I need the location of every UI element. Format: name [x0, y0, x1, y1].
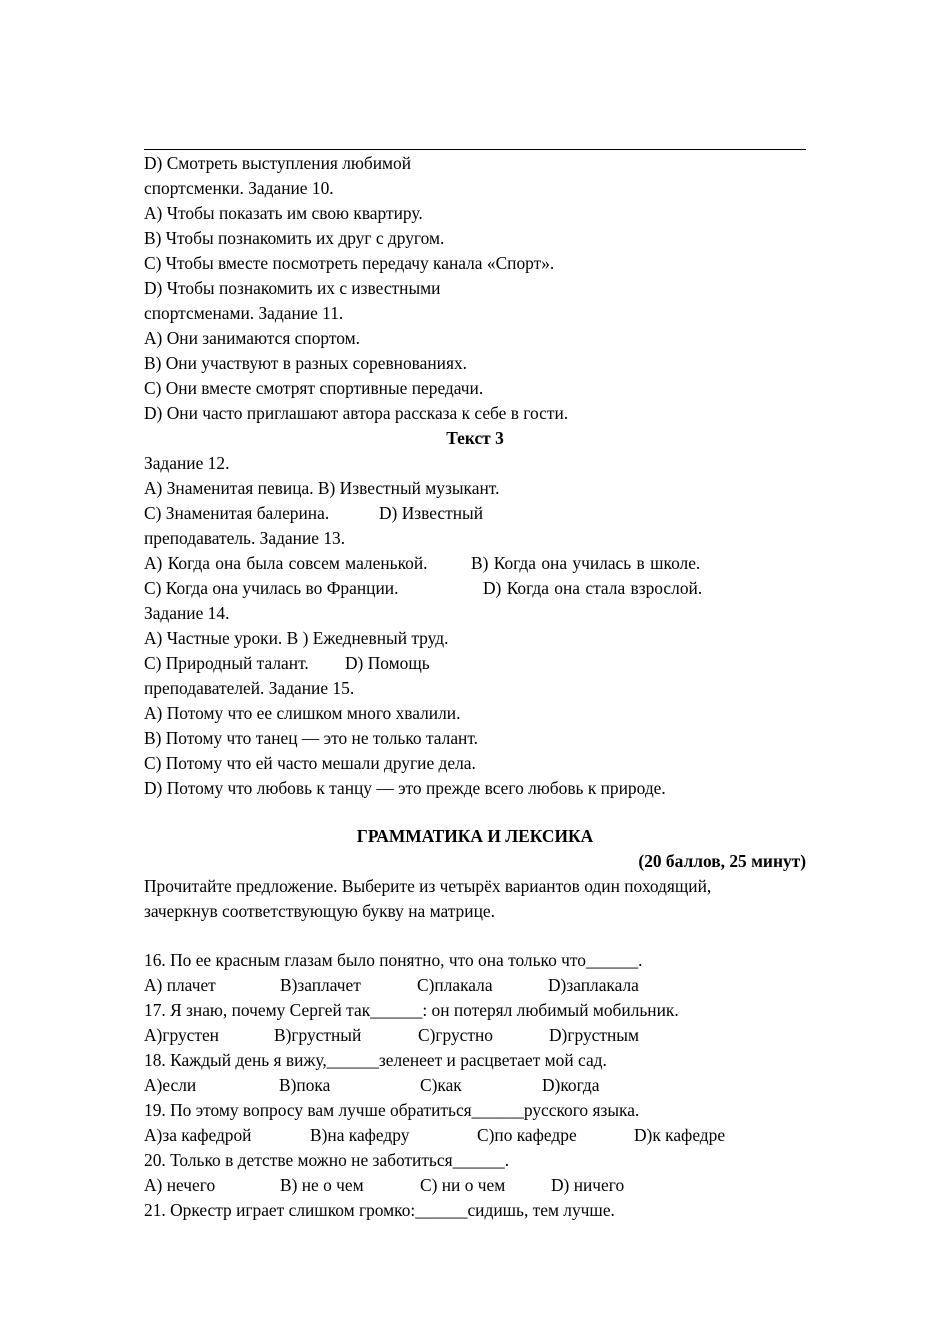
answer-option: B)заплачет [280, 975, 361, 995]
answer-option: C)грустно [418, 1025, 494, 1045]
answer-option: B) Когда она училась в школе. [471, 553, 701, 573]
answer-option: B)пока [279, 1075, 331, 1095]
answer-option: D)когда [542, 1075, 600, 1095]
points-label: (20 баллов, 25 минут) [638, 851, 806, 871]
answer-line: A) Частные уроки. B ) Ежедневный труд. [144, 628, 449, 648]
answer-option: B) не о чем [280, 1175, 364, 1195]
answer-option: A) плачет [144, 975, 216, 995]
answer-option: D)грустным [549, 1025, 639, 1045]
answer-line: D) Смотреть выступления любимой [144, 153, 412, 173]
instructions-line: зачеркнув соответствующую букву на матрице. [144, 901, 495, 921]
answer-line: преподаватель. Задание 13. [144, 528, 346, 548]
answer-option: A)грустен [144, 1025, 219, 1045]
answer-option: A) нечего [144, 1175, 216, 1195]
answer-line: A) Потому что ее слишком много хвалили. [144, 703, 461, 723]
question-text: 21. Оркестр играет слишком громко:______сидишь, тем лучше. [144, 1200, 615, 1220]
answer-line: A) Они занимаются спортом. [144, 328, 360, 348]
answer-option: A)если [144, 1075, 197, 1095]
text3-heading: Текст 3 [446, 428, 504, 448]
grammar-heading: ГРАММАТИКА И ЛЕКСИКА [356, 826, 594, 846]
task-label: Задание 14. [144, 603, 230, 623]
question-text: 17. Я знаю, почему Сергей так______: он потерял любимый мобильник. [144, 1000, 679, 1020]
answer-option: D) Известный [379, 503, 484, 523]
answer-option: D) ничего [551, 1175, 625, 1195]
answer-option: C)как [420, 1075, 462, 1095]
answer-option: C)плакала [417, 975, 493, 995]
answer-line: B) Потому что танец — это не только талант. [144, 728, 478, 748]
answer-option: D)заплакала [548, 975, 639, 995]
question-text: 20. Только в детстве можно не заботиться______. [144, 1150, 510, 1170]
answer-option: C) Когда она училась во Франции. [144, 578, 399, 598]
task-label: Задание 12. [144, 453, 230, 473]
answer-option: B)грустный [274, 1025, 362, 1045]
answer-line: спортсменки. Задание 10. [144, 178, 334, 198]
answer-line: C) Чтобы вместе посмотреть передачу канала «Спорт». [144, 253, 555, 273]
answer-line: D) Потому что любовь к танцу — это прежде всего любовь к природе. [144, 778, 666, 798]
answer-option: C) ни о чем [420, 1175, 506, 1195]
question-text: 18. Каждый день я вижу,______зеленеет и расцветает мой сад. [144, 1050, 607, 1070]
answer-option: D)к кафедре [634, 1125, 726, 1145]
answer-line: C) Они вместе смотрят спортивные передачи. [144, 378, 484, 398]
question-text: 16. По ее красным глазам было понятно, что она только что______. [144, 950, 643, 970]
answer-option: D) Помощь [345, 653, 430, 673]
answer-line: B) Чтобы познакомить их друг с другом. [144, 228, 445, 248]
answer-line: A) Чтобы показать им свою квартиру. [144, 203, 423, 223]
answer-line: D) Чтобы познакомить их с известными [144, 278, 441, 298]
answer-option: A) Когда она была совсем маленькой. [144, 553, 428, 573]
answer-line: C) Потому что ей часто мешали другие дела. [144, 753, 476, 773]
answer-option: A)за кафедрой [144, 1125, 252, 1145]
answer-option: C)по кафедре [477, 1125, 577, 1145]
answer-line: преподавателей. Задание 15. [144, 678, 355, 698]
answer-line: B) Они участвуют в разных соревнованиях. [144, 353, 468, 373]
top-divider [144, 149, 806, 150]
answer-option: C) Знаменитая балерина. [144, 503, 330, 523]
answer-line: спортсменами. Задание 11. [144, 303, 344, 323]
answer-line: D) Они часто приглашают автора рассказа к себе в гости. [144, 403, 569, 423]
answer-option: B)на кафедру [310, 1125, 410, 1145]
instructions-line: Прочитайте предложение. Выберите из четырёх вариантов один походящий, [144, 876, 712, 896]
answer-line: A) Знаменитая певица. B) Известный музыкант. [144, 478, 500, 498]
question-text: 19. По этому вопросу вам лучше обратиться______русского языка. [144, 1100, 640, 1120]
answer-option: D) Когда она стала взрослой. [483, 578, 703, 598]
answer-option: C) Природный талант. [144, 653, 309, 673]
